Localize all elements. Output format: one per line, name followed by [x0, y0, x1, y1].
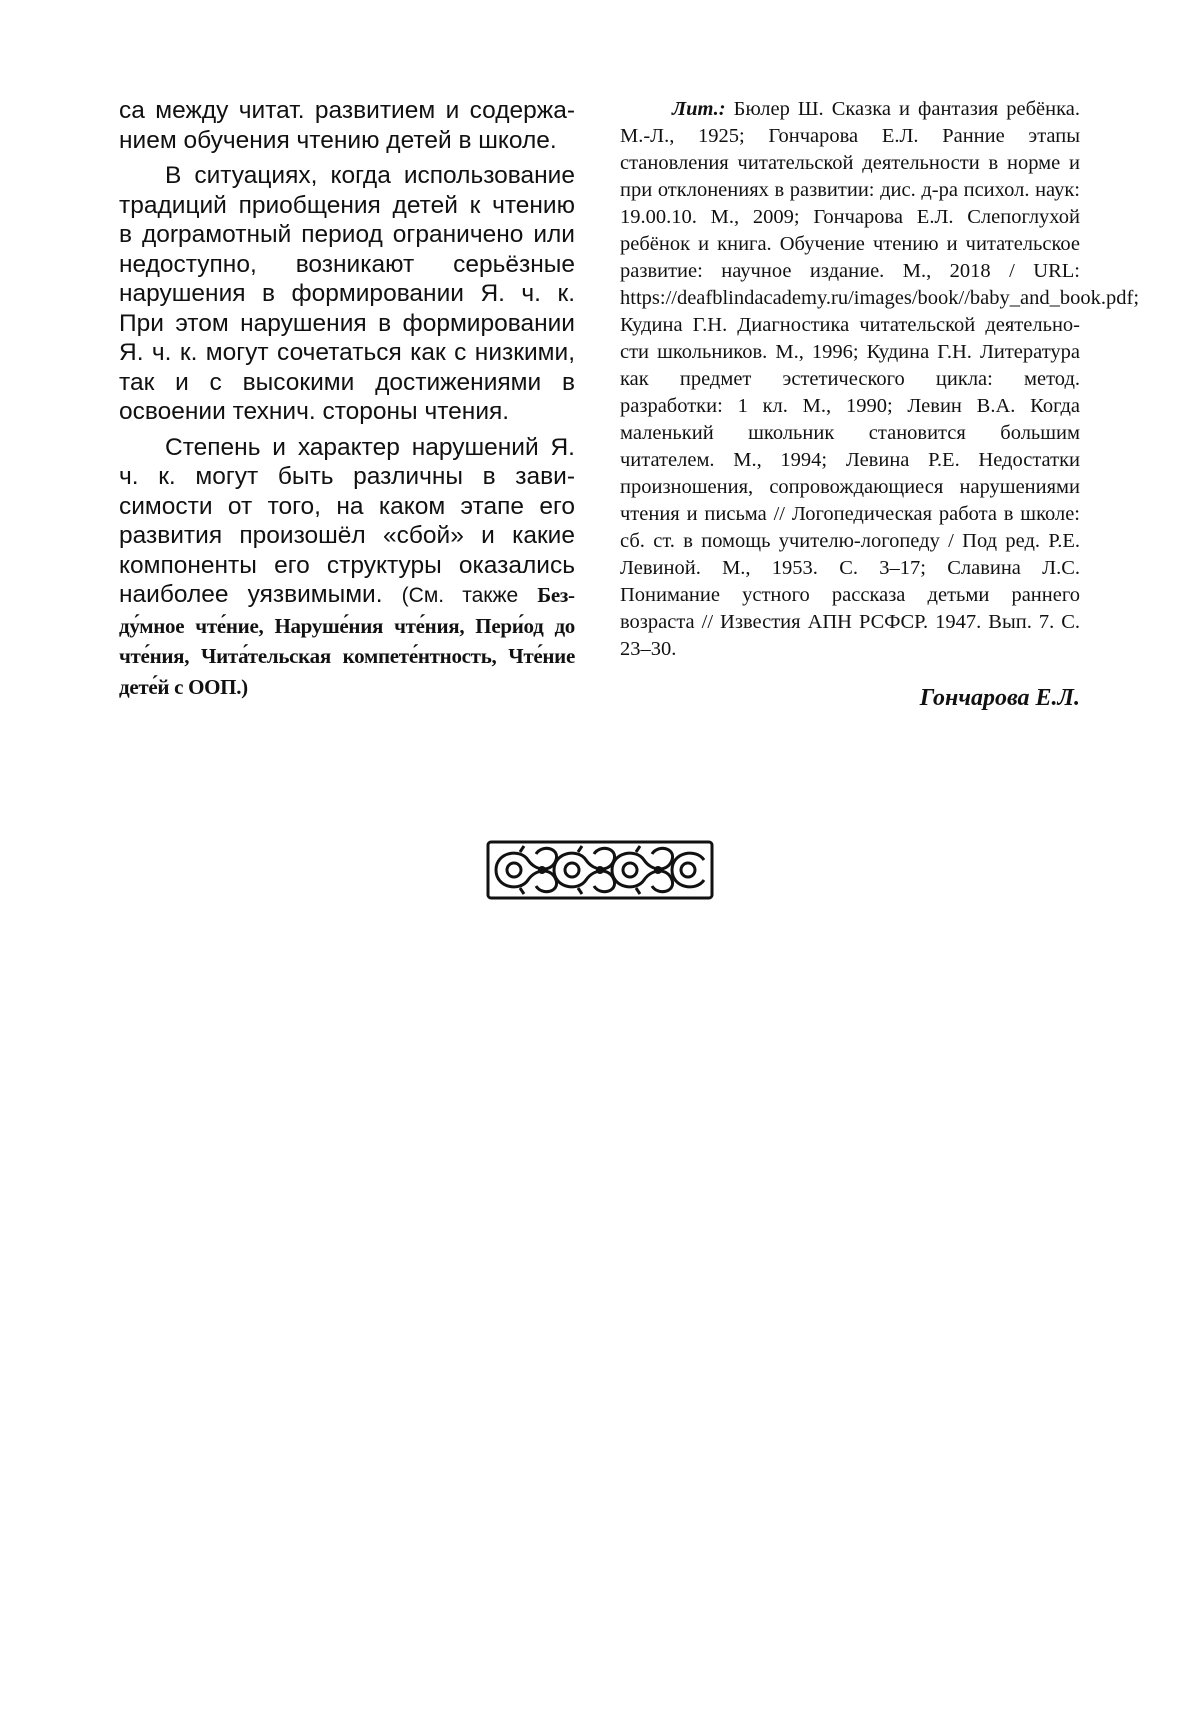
literature-block: [620, 96, 1140, 663]
cross-ref-links[interactable]: Безду́мное чте́ние, Наруше́ния чте́ния, Пери́од до чте́ния, Чита́тельская компете́нтность, Чте́ние дете́й с ООП.): [119, 583, 576, 699]
paragraph-text: Степень и характер нарушений Я. ч. к. могут быть различны в зависимости от того, на каком этапе его развития произошёл «сбой» и какие компоненты его структуры оказались наиболее уязвимыми.: [119, 433, 575, 608]
left-column: [119, 96, 575, 702]
literature-references: Бюлер Ш. Сказка и фантазия ребёнка. М.-Л., 1925; Гончарова Е.Л. Ранние этапы становления читательской деятельности в норме и при отклонениях в развитии: дис. д-ра психол. наук: 19.00.10. М., 2009; Гончарова Е.Л. Слепоглухой ребёнок и книга. Обучение чтению и читательское развитие: научное издание. М., 2018 / URL: https://deafblindacademy.ru/images/book//baby_and_book.pdf; Кудина Г.Н. Диагностика читательской деятельности школьников. М., 1996; Кудина Г.Н. Литература как предмет эстетического цикла: метод. разработки: 1 кл. М., 1990; Левин В.А. Когда маленький школьник становится большим читателем. М., 1994; Левина Р.Е. Недостатки произношения, сопровождающиеся нарушениями чтения и письма // Логопедическая работа в школе: сб. ст. в помощь учителю-логопеду / Под ред. Р.Е. Левиной. М., 1953. С. 3–17; Славина Л.С. Понимание устного рассказа детьми раннего возраста // Известия АПН РСФСР. 1947. Вып. 7. С. 23–30.: [620, 98, 1140, 660]
paragraph-with-cross-refs: [119, 433, 575, 703]
paragraph: са между читат. развитием и содержанием обучения чтению детей в школе.: [119, 97, 575, 154]
right-column: [620, 96, 1140, 712]
literature-label: Лит.:: [672, 98, 726, 120]
paragraph: В ситуациях, когда использование традиций приобщения детей к чтению в доrрамотный период ограничено или недоступно, возникают серьёзные нарушения в формировании Я. ч. к. При этом нарушения в формировании Я. ч. к. могут сочетаться как с низкими, так и с высокими достижениями в освоении технич. стороны чтения.: [119, 162, 575, 425]
article-author: Гончарова Е.Л.: [919, 685, 1080, 711]
ornament-icon: [484, 838, 716, 902]
cross-ref-intro: (См. также: [401, 584, 519, 607]
